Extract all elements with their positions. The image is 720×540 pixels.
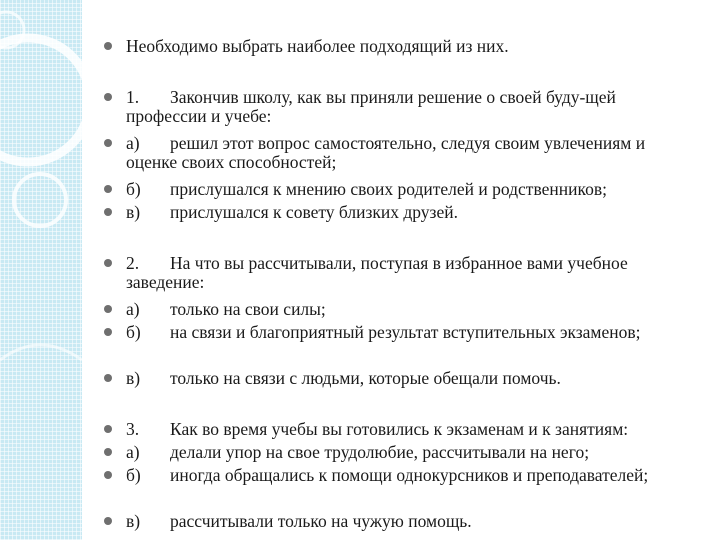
question-text: На что вы рассчитывали, поступая в избранное вами учебное заведение: — [126, 253, 628, 292]
option-text: прислушался к мнению своих родителей и родственников; — [170, 179, 607, 199]
option-label: б) — [126, 322, 141, 342]
bullet-icon — [104, 139, 112, 147]
bullet-icon — [104, 42, 112, 50]
option-text: рассчитывали только на чужую помощь. — [170, 511, 472, 531]
list-item-q1-option-a — [104, 134, 700, 172]
slide-content — [104, 0, 704, 540]
option-label: а) — [126, 133, 140, 153]
bullet-icon — [104, 328, 112, 336]
list-item-q3-option-a — [104, 443, 700, 462]
list-item-q3-option-b — [104, 466, 700, 485]
bullet-icon — [104, 448, 112, 456]
list-item-q1 — [104, 88, 700, 126]
bullet-icon — [104, 425, 112, 433]
option-label: б) — [126, 465, 141, 485]
question-text: Как во время учебы вы готовились к экзаменам и к занятиям: — [170, 419, 629, 439]
option-text: только на свои силы; — [170, 299, 326, 319]
list-item-q3 — [104, 420, 700, 439]
question-number: 1. — [126, 87, 140, 107]
option-text: иногда обращались к помощи однокурсников и преподавателей; — [170, 465, 649, 485]
bullet-icon — [104, 185, 112, 193]
option-label: в) — [126, 511, 141, 531]
option-label: в) — [126, 368, 141, 388]
decorative-circles — [0, 0, 82, 540]
bullet-icon — [104, 305, 112, 313]
list-item-q1-option-c — [104, 203, 700, 222]
decorative-side-strip — [0, 0, 82, 540]
list-item-q2 — [104, 254, 700, 292]
option-label: б) — [126, 179, 141, 199]
question-text: Закончив школу, как вы приняли решение о своей буду-щей профессии и учебе: — [126, 87, 616, 126]
bullet-icon — [104, 471, 112, 479]
option-text: прислушался к совету близких друзей. — [170, 202, 458, 222]
option-label: в) — [126, 202, 141, 222]
list-item-q2-option-a — [104, 300, 700, 319]
option-text: решил этот вопрос самостоятельно, следуя своим увлечениям и оценке своих способностей; — [126, 133, 646, 172]
bullet-icon — [104, 517, 112, 525]
option-label: а) — [126, 299, 140, 319]
list-item-q1-option-b — [104, 180, 700, 199]
list-item-q2-option-b — [104, 323, 700, 342]
bullet-icon — [104, 374, 112, 382]
option-text: только на связи с людьми, которые обещали помочь. — [170, 368, 561, 388]
bullet-icon — [104, 93, 112, 101]
option-text: на связи и благоприятный результат вступительных экзаменов; — [170, 322, 641, 342]
list-item-q2-option-c — [104, 369, 700, 388]
question-number: 2. — [126, 253, 140, 273]
bullet-icon — [104, 208, 112, 216]
option-text: делали упор на свое трудолюбие, рассчитывали на него; — [170, 442, 590, 462]
list-item-q3-option-c — [104, 512, 700, 531]
question-number: 3. — [126, 419, 140, 439]
option-label: а) — [126, 442, 140, 462]
intro-text: Необходимо выбрать наиболее подходящий из них. — [126, 36, 509, 56]
bullet-icon — [104, 259, 112, 267]
list-item-intro — [104, 37, 700, 56]
